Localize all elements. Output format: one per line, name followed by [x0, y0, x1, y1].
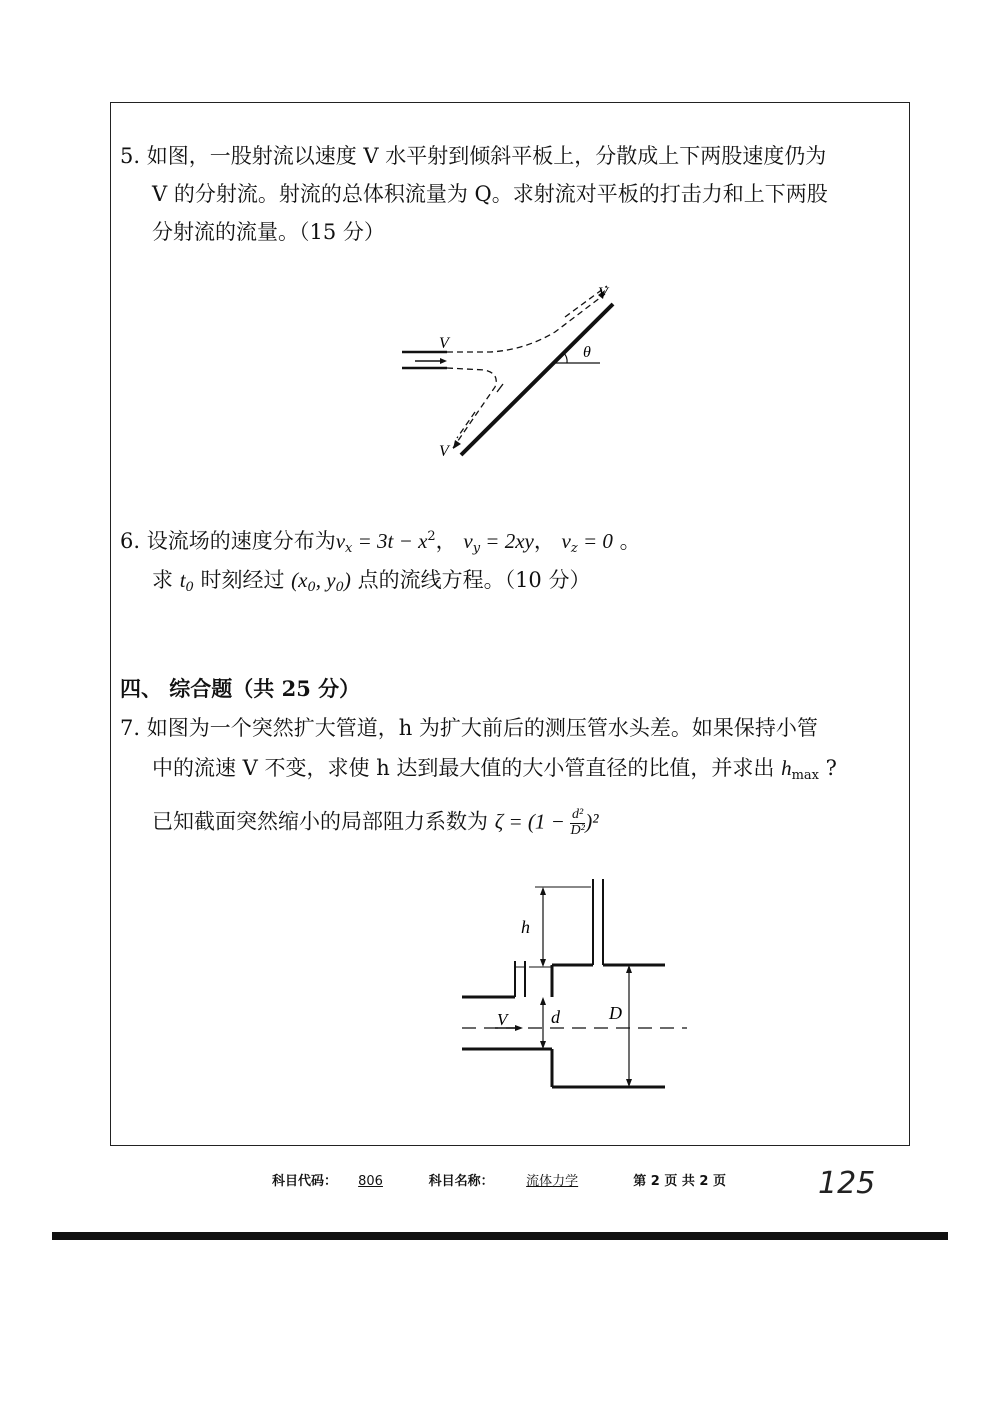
t-var: t: [179, 568, 186, 592]
flow-arrow-head: [440, 358, 447, 364]
q7-line-3-a: 已知截面突然缩小的局部阻力系数为: [152, 809, 495, 834]
vy-eq: = 2xy: [480, 529, 534, 553]
vx-sub: x: [345, 541, 353, 556]
zeta-expression: ζ = (1 −: [494, 809, 571, 834]
q6-end: 。: [612, 529, 641, 553]
upper-streamline: [447, 294, 605, 352]
point-mid: , y: [315, 568, 336, 592]
q5-line-1: 5. 如图，一股射流以速度 V 水平射到倾斜平板上，分散成上下两股速度仍为: [120, 144, 827, 168]
h-sub: max: [791, 768, 819, 783]
h-arrow-bottom: [540, 959, 546, 967]
lower-jet-edge: [457, 412, 475, 438]
jet-split-tick: [497, 384, 503, 392]
label-D: D: [609, 1003, 622, 1023]
q6-l2-c: 点的流线方程。（10 分）: [350, 568, 591, 592]
subject-name: 流体力学: [526, 1174, 579, 1189]
label-v-down: V: [439, 443, 449, 460]
vz-eq: = 0: [577, 529, 613, 553]
h-arrow-top: [540, 887, 546, 895]
page-indicator: 第 2 页 共 2 页: [633, 1174, 726, 1189]
q6-l2-b: 时刻经过: [193, 568, 292, 592]
d-arrow-top: [540, 997, 546, 1005]
section-4-title: 四、 综合题（共 25 分）: [120, 676, 361, 701]
label-v-up: V: [598, 285, 608, 302]
point-x-sub: 0: [307, 580, 316, 595]
vx-eq: = 3t − x: [352, 529, 428, 553]
fraction-denominator: D²: [570, 822, 585, 838]
q5-line-2: V 的分射流。射流的总体积流量为 Q。求射流对平板的打击力和上下两股: [152, 182, 828, 206]
subject-name-label: 科目名称：: [428, 1174, 494, 1189]
fraction-numerator: d²: [572, 807, 584, 822]
t-sub: 0: [185, 580, 194, 595]
jet-plate-figure: [395, 282, 625, 467]
lower-jet-arrow: [453, 440, 461, 449]
q7-line-3: [152, 808, 599, 838]
q6-line-2: [152, 570, 590, 594]
label-v-in: V: [439, 335, 449, 352]
point-open: (x: [291, 568, 308, 592]
q6-l2-a: 求: [152, 568, 180, 592]
lower-streamline: [447, 368, 496, 448]
page-footer: [272, 1170, 726, 1189]
subject-code-label: 科目代码：: [272, 1174, 338, 1189]
vx-sup: 2: [427, 529, 436, 544]
label-h: h: [521, 917, 530, 937]
label-d: d: [551, 1007, 560, 1027]
pipe-expansion-figure: [455, 875, 695, 1095]
inclined-plate: [461, 304, 613, 455]
q6-prefix: 6. 设流场的速度分布为: [120, 529, 336, 553]
label-theta: θ: [583, 344, 591, 361]
vx-var: v: [335, 529, 346, 553]
h-var: h: [781, 756, 792, 780]
q5-line-3: 分射流的流量。（15 分）: [152, 220, 385, 244]
diameter-fraction: [570, 808, 585, 838]
bottom-rule: [52, 1232, 948, 1240]
zeta-end: )²: [585, 809, 599, 834]
handwritten-score: 125: [818, 1166, 876, 1201]
vz-sub: z: [570, 541, 578, 556]
vy-sub: y: [472, 541, 481, 556]
q6-sep-1: ，: [435, 529, 457, 553]
velocity-arrow-head: [515, 1025, 523, 1031]
q6-line-1: [120, 530, 641, 555]
subject-code: 806: [358, 1174, 383, 1189]
q7-line-2: [152, 758, 837, 782]
vz-var: v: [561, 529, 571, 553]
q7-line-1: 7. 如图为一个突然扩大管道，h 为扩大前后的测压管水头差。如果保持小管: [120, 716, 818, 740]
vy-var: v: [463, 529, 473, 553]
point-y-sub: 0: [335, 580, 344, 595]
q7-line-2-a: 中的流速 V 不变，求使 h 达到最大值的大小管直径的比值，并求出: [152, 756, 782, 780]
q7-line-2-b: ?: [819, 756, 837, 780]
label-v: V: [497, 1010, 508, 1029]
point-close: ): [343, 568, 351, 592]
q6-sep-2: ，: [533, 529, 555, 553]
